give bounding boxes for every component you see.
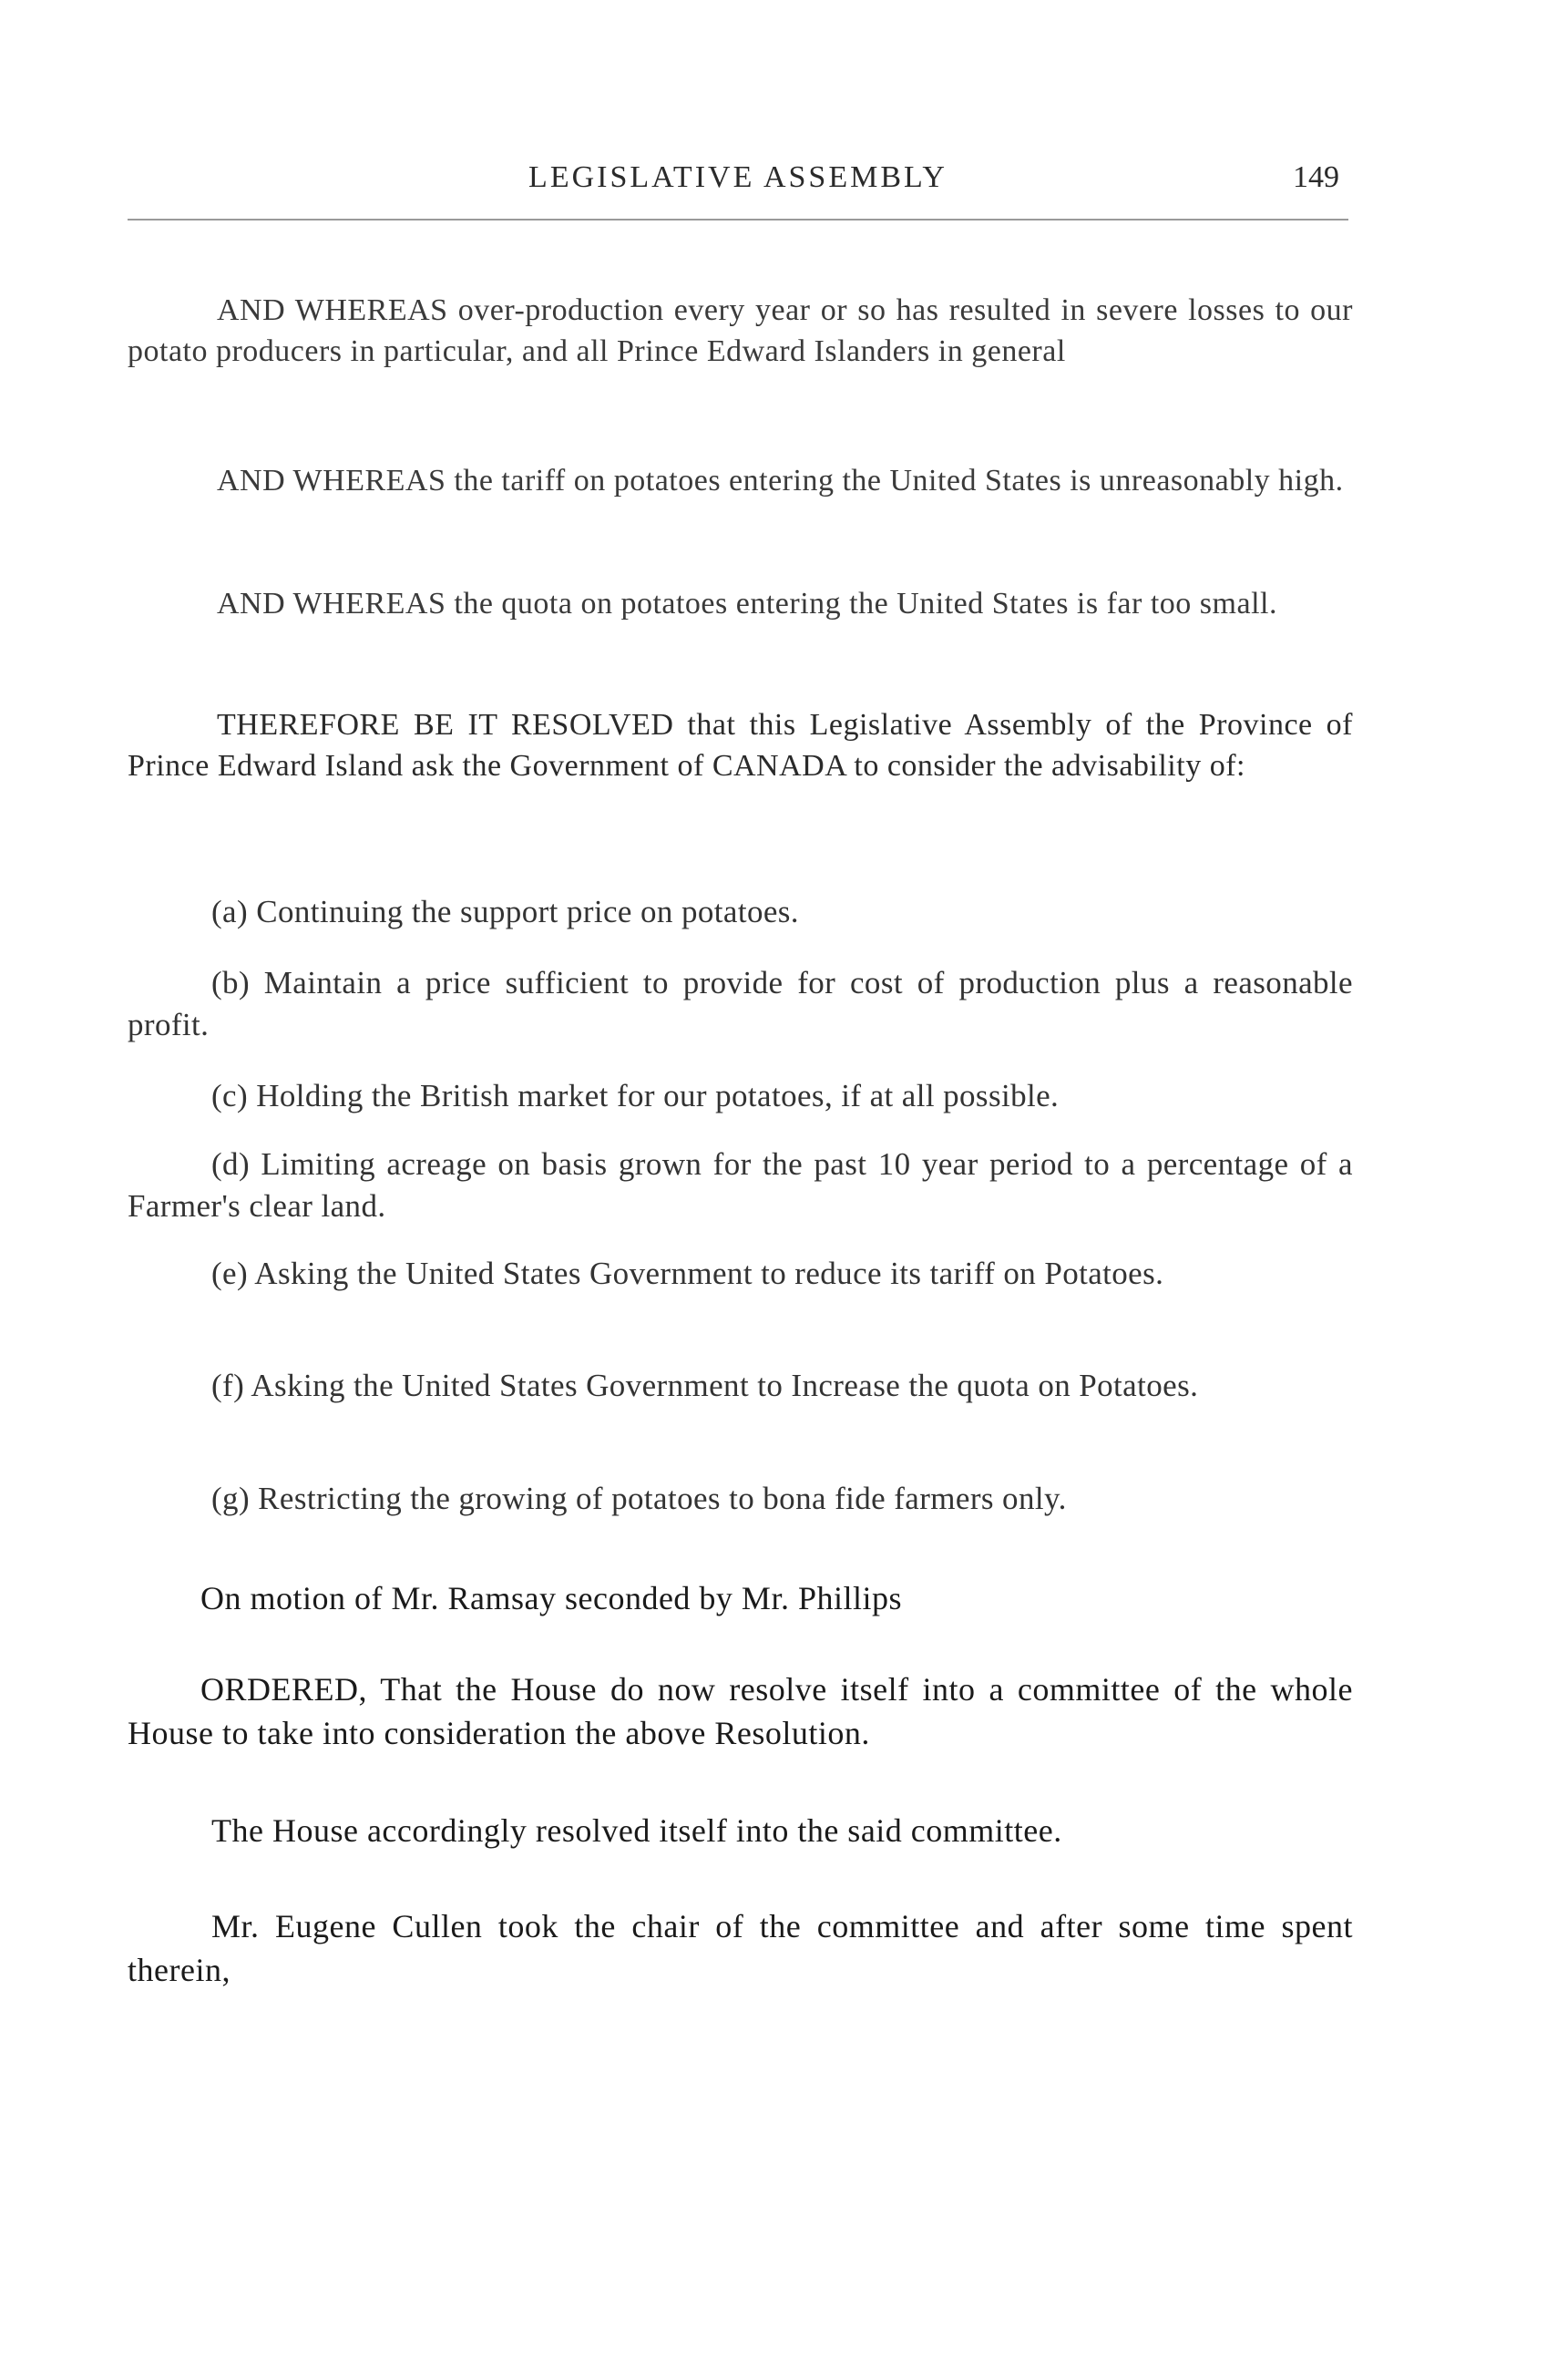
whereas-tariff bbox=[128, 460, 1353, 501]
item-b bbox=[128, 962, 1353, 1046]
item-c bbox=[128, 1075, 1353, 1117]
paragraph: Mr. Eugene Cullen took the chair of the committee and after some time spent therein, bbox=[128, 1908, 1353, 1988]
item-d bbox=[128, 1144, 1353, 1227]
item-a bbox=[128, 891, 1353, 933]
paragraph: AND WHEREAS the quota on potatoes entering the United States is far too small. bbox=[217, 587, 1277, 621]
paragraph: AND WHEREAS the tariff on potatoes entering the United States is unreasonably high. bbox=[217, 464, 1344, 498]
ordered-paragraph bbox=[128, 1667, 1353, 1755]
list-item: (a) Continuing the support price on potatoes. bbox=[211, 894, 799, 929]
list-item: (g) Restricting the growing of potatoes to bona fide farmers only. bbox=[211, 1481, 1067, 1516]
item-g bbox=[128, 1478, 1353, 1520]
list-item: (c) Holding the British market for our potatoes, if at all possible. bbox=[211, 1078, 1060, 1113]
motion-line bbox=[128, 1576, 1353, 1620]
resolution-paragraph bbox=[128, 704, 1353, 786]
list-item: (d) Limiting acreage on basis grown for the past 10 year period to a percentage of a Farmer's clear land. bbox=[128, 1146, 1353, 1224]
paragraph: The House accordingly resolved itself into the said committee. bbox=[211, 1812, 1062, 1849]
list-item: (f) Asking the United States Government to Increase the quota on Potatoes. bbox=[211, 1368, 1199, 1403]
list-item: (e) Asking the United States Government to reduce its tariff on Potatoes. bbox=[211, 1256, 1164, 1291]
page-header bbox=[128, 155, 1348, 221]
whereas-overproduction bbox=[128, 290, 1353, 372]
paragraph: ORDERED, That the House do now resolve itself into a committee of the whole House to take into consideration the above Resolution. bbox=[128, 1671, 1353, 1751]
item-f bbox=[128, 1365, 1353, 1407]
paragraph: AND WHEREAS over-production every year or so has resulted in severe losses to our potato producers in particular, and all Prince Edward Islanders in general bbox=[128, 293, 1353, 368]
running-title: LEGISLATIVE ASSEMBLY bbox=[528, 160, 948, 194]
page-number: 149 bbox=[1293, 160, 1339, 194]
paragraph: THEREFORE BE IT RESOLVED that this Legislative Assembly of the Province of Prince Edward Island ask the Government of CANADA to consider the advisability of: bbox=[128, 708, 1353, 783]
whereas-quota bbox=[128, 583, 1353, 624]
paragraph: On motion of Mr. Ramsay seconded by Mr. Phillips bbox=[200, 1580, 902, 1616]
list-item: (b) Maintain a price sufficient to provide for cost of production plus a reasonable profit. bbox=[128, 965, 1353, 1042]
committee-line bbox=[128, 1809, 1353, 1852]
chair-paragraph bbox=[128, 1904, 1353, 1992]
item-e bbox=[128, 1253, 1353, 1295]
